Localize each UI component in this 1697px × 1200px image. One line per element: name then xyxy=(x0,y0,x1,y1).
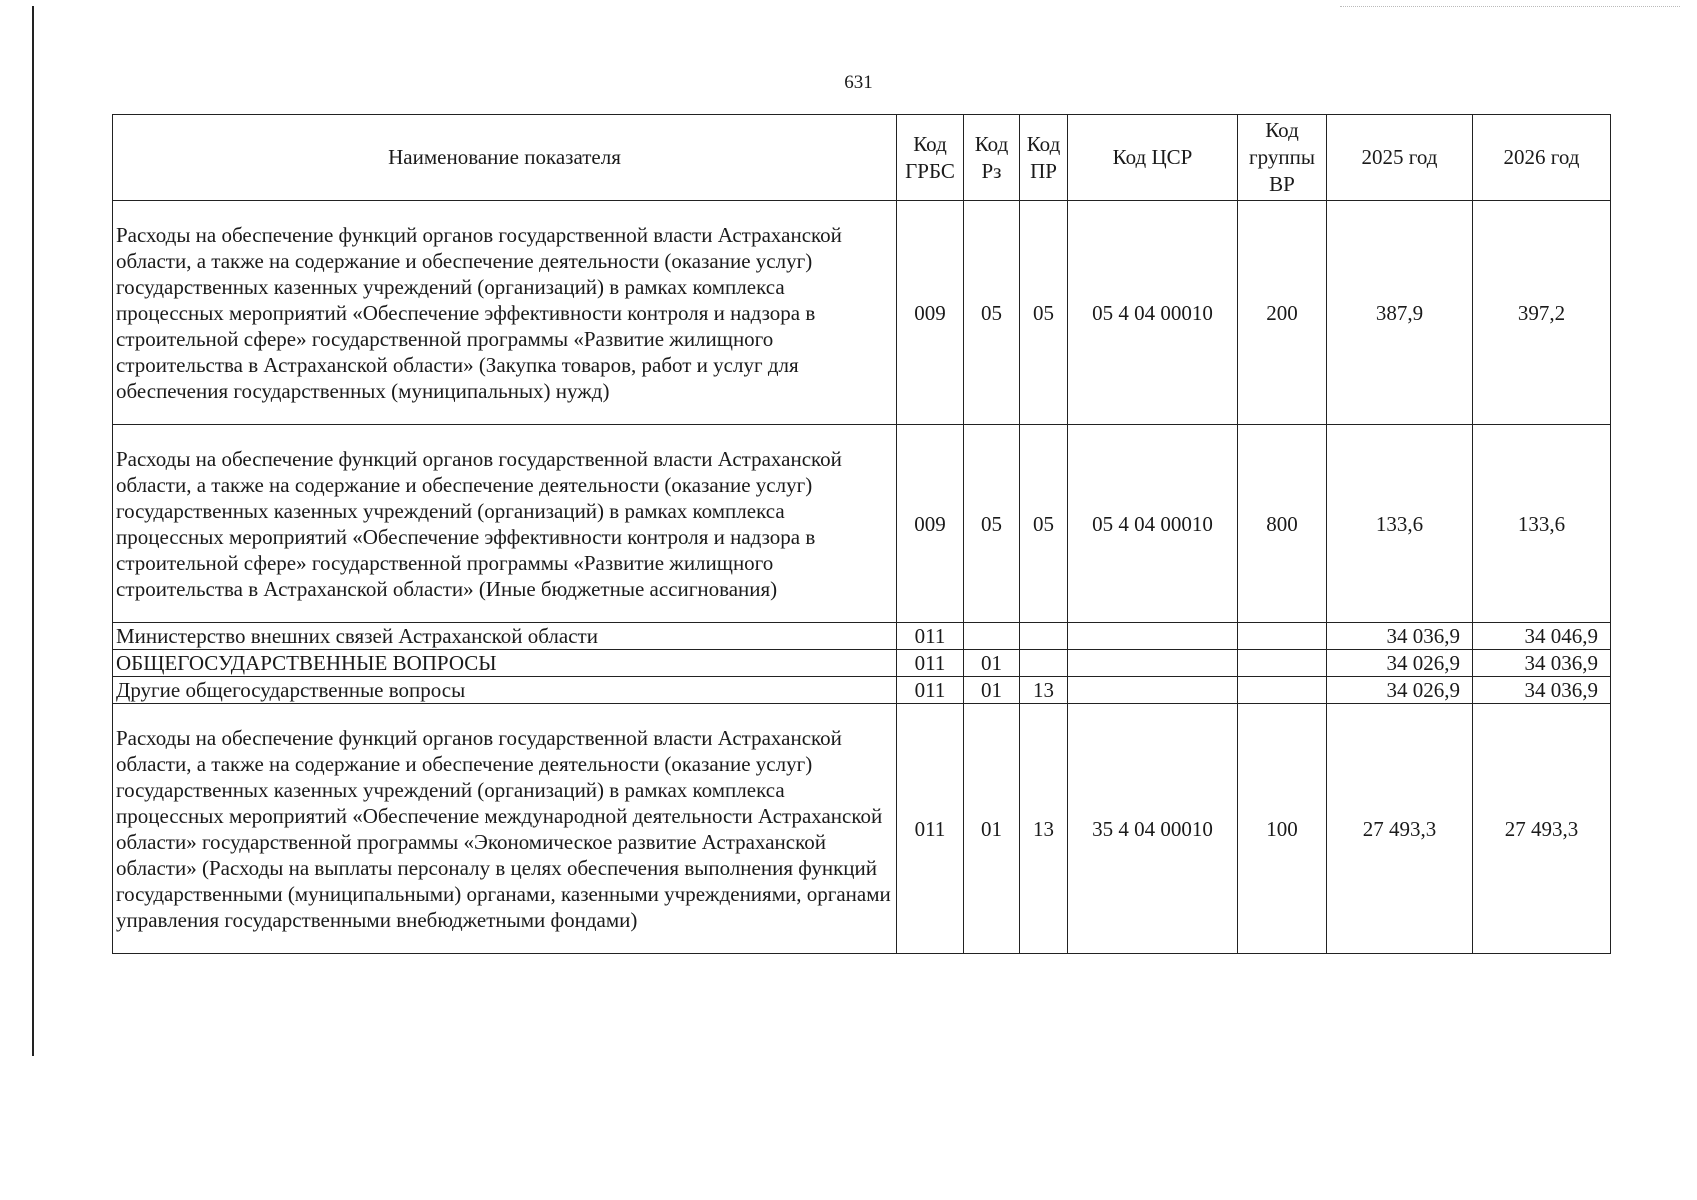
row-pr xyxy=(1020,623,1068,650)
row-2025: 387,9 xyxy=(1327,201,1473,425)
row-vr xyxy=(1238,650,1327,677)
row-rz xyxy=(964,623,1020,650)
row-rz: 01 xyxy=(964,704,1020,954)
scan-edge-line xyxy=(32,6,34,1056)
row-pr: 13 xyxy=(1020,677,1068,704)
row-csr: 05 4 04 00010 xyxy=(1068,201,1238,425)
row-name: Министерство внешних связей Астраханской области xyxy=(113,623,897,650)
row-name: Расходы на обеспечение функций органов государственной власти Астраханской области, а также на содержание и обеспечение деятельности (оказание услуг) государственных казенных учреждений (организаций) в рамках комплекса процессных мероприятий «Обеспечение эффективности контроля и надзора в строительной сфере» государственной программы «Развитие жилищного строительства в Астраханской области» (Иные бюджетные ассигнования) xyxy=(113,425,897,623)
row-2026: 397,2 xyxy=(1473,201,1611,425)
table-row xyxy=(113,650,1611,677)
row-rz: 01 xyxy=(964,650,1020,677)
header-rz: Код Рз xyxy=(964,115,1020,201)
row-name: ОБЩЕГОСУДАРСТВЕННЫЕ ВОПРОСЫ xyxy=(113,650,897,677)
row-2026: 34 046,9 xyxy=(1473,623,1611,650)
row-rz: 05 xyxy=(964,425,1020,623)
header-name: Наименование показателя xyxy=(113,115,897,201)
row-pr xyxy=(1020,650,1068,677)
row-2025: 27 493,3 xyxy=(1327,704,1473,954)
row-2026: 34 036,9 xyxy=(1473,650,1611,677)
row-csr xyxy=(1068,623,1238,650)
row-vr xyxy=(1238,677,1327,704)
row-vr: 200 xyxy=(1238,201,1327,425)
table-row xyxy=(113,623,1611,650)
row-vr xyxy=(1238,623,1327,650)
budget-table xyxy=(112,114,1611,954)
scan-edge-dotted-line xyxy=(1340,6,1680,8)
row-rz: 01 xyxy=(964,677,1020,704)
row-grbs: 011 xyxy=(897,677,964,704)
row-grbs: 009 xyxy=(897,425,964,623)
row-2026: 133,6 xyxy=(1473,425,1611,623)
header-grbs: Код ГРБС xyxy=(897,115,964,201)
table-row xyxy=(113,201,1611,425)
row-2025: 34 026,9 xyxy=(1327,650,1473,677)
table-row xyxy=(113,677,1611,704)
row-name: Другие общегосударственные вопросы xyxy=(113,677,897,704)
row-pr: 13 xyxy=(1020,704,1068,954)
header-2026: 2026 год xyxy=(1473,115,1611,201)
row-csr: 05 4 04 00010 xyxy=(1068,425,1238,623)
row-grbs: 011 xyxy=(897,623,964,650)
row-pr: 05 xyxy=(1020,201,1068,425)
row-vr: 100 xyxy=(1238,704,1327,954)
row-csr xyxy=(1068,677,1238,704)
header-2025: 2025 год xyxy=(1327,115,1473,201)
table-row xyxy=(113,704,1611,954)
row-2025: 34 036,9 xyxy=(1327,623,1473,650)
row-2026: 27 493,3 xyxy=(1473,704,1611,954)
header-vr: Код группы ВР xyxy=(1238,115,1327,201)
row-vr: 800 xyxy=(1238,425,1327,623)
page-number: 631 xyxy=(844,72,873,93)
row-name: Расходы на обеспечение функций органов государственной власти Астраханской области, а также на содержание и обеспечение деятельности (оказание услуг) государственных казенных учреждений (организаций) в рамках комплекса процессных мероприятий «Обеспечение международной деятельности Астраханской области» государственной программы «Экономическое развитие Астраханской области» (Расходы на выплаты персоналу в целях обеспечения выполнения функций государственными (муниципальными) органами, казенными учреждениями, органами управления государственными внебюджетными фондами) xyxy=(113,704,897,954)
row-pr: 05 xyxy=(1020,425,1068,623)
header-csr: Код ЦСР xyxy=(1068,115,1238,201)
row-csr: 35 4 04 00010 xyxy=(1068,704,1238,954)
row-grbs: 011 xyxy=(897,650,964,677)
row-2025: 34 026,9 xyxy=(1327,677,1473,704)
row-name: Расходы на обеспечение функций органов государственной власти Астраханской области, а также на содержание и обеспечение деятельности (оказание услуг) государственных казенных учреждений (организаций) в рамках комплекса процессных мероприятий «Обеспечение эффективности контроля и надзора в строительной сфере» государственной программы «Развитие жилищного строительства в Астраханской области» (Закупка товаров, работ и услуг для обеспечения государственных (муниципальных) нужд) xyxy=(113,201,897,425)
row-csr xyxy=(1068,650,1238,677)
row-rz: 05 xyxy=(964,201,1020,425)
header-pr: Код ПР xyxy=(1020,115,1068,201)
row-2026: 34 036,9 xyxy=(1473,677,1611,704)
row-2025: 133,6 xyxy=(1327,425,1473,623)
table-header-row xyxy=(113,115,1611,201)
row-grbs: 009 xyxy=(897,201,964,425)
table-row xyxy=(113,425,1611,623)
row-grbs: 011 xyxy=(897,704,964,954)
